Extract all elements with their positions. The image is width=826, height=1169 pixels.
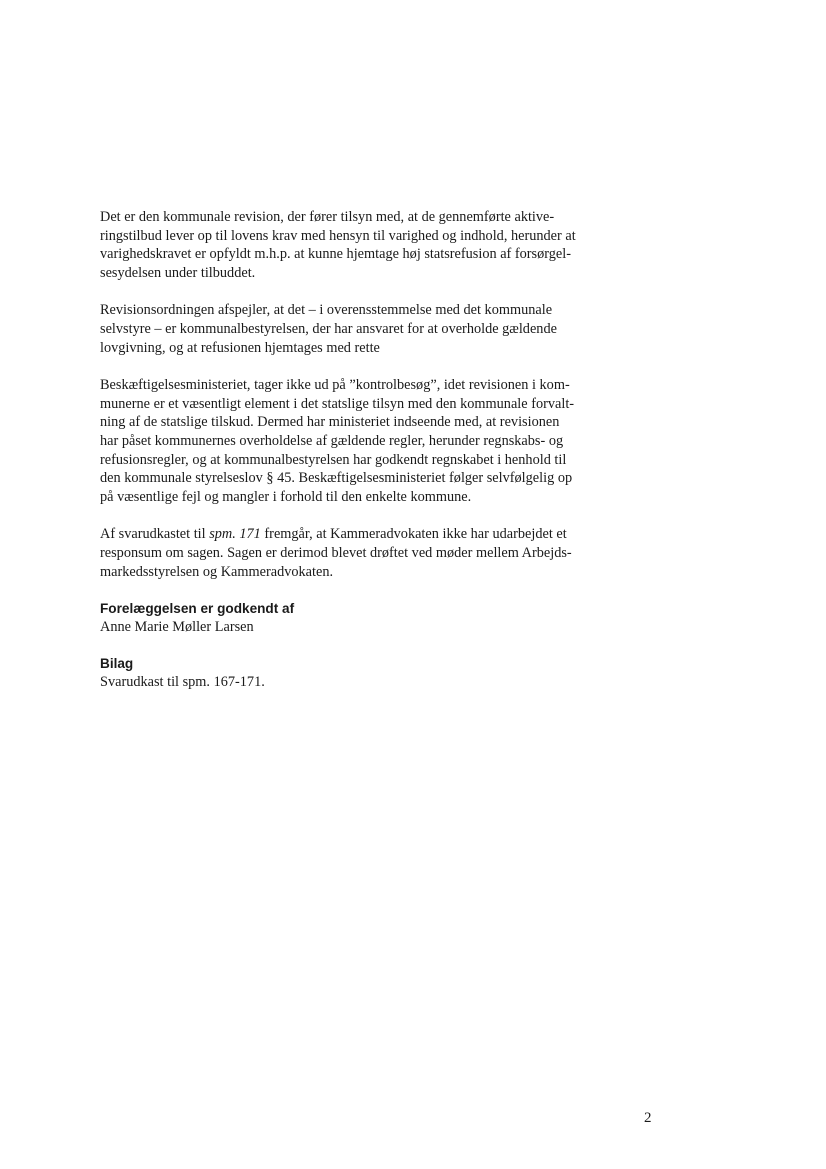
text-line: sesydelsen under tilbuddet. <box>100 264 256 281</box>
attachment-text: Svarudkast til spm. 167-171. <box>100 673 265 690</box>
text-segment: fremgår, at Kammeradvokaten ikke har udarbejdet et <box>260 526 567 543</box>
text-line: markedsstyrelsen og Kammeradvokaten. <box>100 563 334 580</box>
attachment-heading: Bilag <box>100 655 134 671</box>
text-line: den kommunale styrelseslov § 45. Beskæftigelsesministeriet følger selvfølgelig op <box>100 470 573 487</box>
approval-block <box>100 600 630 637</box>
approver-name: Anne Marie Møller Larsen <box>100 619 254 636</box>
text-line: selvstyre – er kommunalbestyrelsen, der har ansvaret for at overholde gældende <box>100 320 557 337</box>
text-line <box>100 525 630 544</box>
text-line: Beskæftigelsesministeriet, tager ikke ud på ”kontrolbesøg”, idet revisionen i kom- <box>100 377 570 394</box>
paragraph-revision-supervision <box>100 208 630 282</box>
text-line: på væsentlige fejl og mangler i forhold til den enkelte kommune. <box>100 488 472 505</box>
text-segment: Af svarudkastet til <box>100 526 210 543</box>
question-reference: spm. 171 <box>209 526 261 543</box>
text-line: refusionsregler, og at kommunalbestyrelsen har godkendt regnskabet i henhold til <box>100 451 567 468</box>
approval-heading: Forelæggelsen er godkendt af <box>100 601 295 617</box>
text-line: responsum om sagen. Sagen er derimod blevet drøftet ved møder mellem Arbejds- <box>100 544 572 561</box>
text-line: munerne er et væsentligt element i det statslige tilsyn med den kommunale forvalt- <box>100 395 575 412</box>
text-line: har påset kommunernes overholdelse af gældende regler, herunder regnskabs- og <box>100 432 564 449</box>
document-body <box>100 208 630 709</box>
text-line: Det er den kommunale revision, der fører tilsyn med, at de gennemførte aktive- <box>100 209 555 225</box>
paragraph-draft-answer <box>100 525 630 581</box>
page-number: 2 <box>644 1110 652 1126</box>
attachment-block <box>100 655 630 692</box>
text-line: ringstilbud lever op til lovens krav med hensyn til varighed og indhold, herunder at <box>100 227 576 244</box>
text-line: varighedskravet er opfyldt m.h.p. at kunne hjemtage høj statsrefusion af forsørgel- <box>100 246 572 263</box>
text-line: Revisionsordningen afspejler, at det – i overensstemmelse med det kommunale <box>100 302 553 319</box>
paragraph-ministry-control <box>100 376 630 506</box>
text-line: lovgivning, og at refusionen hjemtages med rette <box>100 339 380 356</box>
text-line: ning af de statslige tilskud. Dermed har ministeriet indseende med, at revisionen <box>100 414 560 431</box>
paragraph-revision-arrangement <box>100 301 630 357</box>
